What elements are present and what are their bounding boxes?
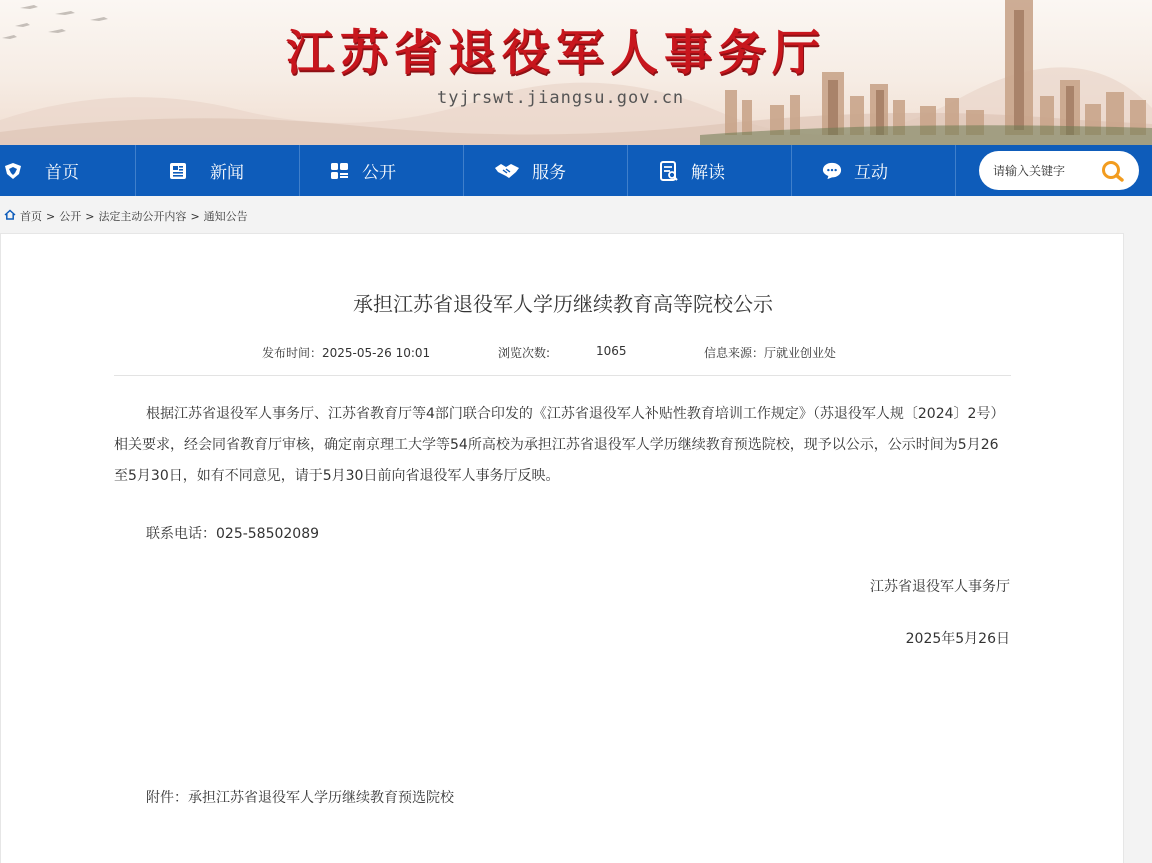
grid-icon bbox=[330, 161, 350, 181]
attachment-label: 附件： bbox=[146, 790, 188, 806]
contact-label: 联系电话： bbox=[146, 526, 216, 542]
nav-item-label: 解读 bbox=[691, 163, 725, 183]
breadcrumb bbox=[4, 208, 248, 224]
search-box bbox=[979, 151, 1139, 190]
nav-item-label: 服务 bbox=[532, 163, 566, 183]
chat-icon bbox=[822, 161, 842, 181]
divider bbox=[114, 375, 1011, 376]
nav-item-service[interactable] bbox=[494, 145, 566, 196]
views-label: 浏览次数: bbox=[498, 346, 551, 360]
breadcrumb-separator: > bbox=[46, 209, 56, 223]
breadcrumb-item-home[interactable]: 首页 bbox=[20, 210, 42, 223]
newspaper-icon bbox=[168, 161, 188, 181]
shield-icon bbox=[3, 161, 23, 181]
signature: 江苏省退役军人事务厅 bbox=[870, 579, 1010, 595]
nav-item-public[interactable] bbox=[330, 145, 396, 196]
nav-divider bbox=[299, 145, 300, 196]
article-card bbox=[0, 233, 1124, 863]
nav-item-interact[interactable] bbox=[822, 145, 888, 196]
nav-item-label: 新闻 bbox=[210, 163, 244, 183]
publish-date: 2025年5月26日 bbox=[905, 631, 1010, 647]
contact-phone: 025-58502089 bbox=[216, 526, 320, 542]
nav-item-label: 互动 bbox=[854, 163, 888, 183]
breadcrumb-separator: > bbox=[190, 209, 200, 223]
site-banner bbox=[0, 0, 1152, 145]
handshake-icon bbox=[494, 161, 520, 181]
article-title: 承担江苏省退役军人学历继续教育高等院校公示 bbox=[353, 292, 773, 316]
source-label: 信息来源： bbox=[704, 346, 765, 360]
breadcrumb-item-public[interactable]: 公开 bbox=[59, 210, 82, 223]
nav-divider bbox=[791, 145, 792, 196]
nav-divider bbox=[627, 145, 628, 196]
site-url: tyjrswt.jiangsu.gov.cn bbox=[437, 88, 685, 108]
nav-item-label: 公开 bbox=[362, 163, 396, 183]
search-input[interactable] bbox=[993, 164, 1093, 178]
source-value: 厅就业创业处 bbox=[764, 346, 837, 360]
search-icon[interactable] bbox=[1101, 160, 1125, 186]
views-value: 1065 bbox=[596, 344, 627, 358]
nav-divider bbox=[135, 145, 136, 196]
site-title: 江苏省退役军人事务厅 bbox=[286, 25, 827, 81]
nav-item-interpret[interactable] bbox=[659, 145, 725, 196]
nav-item-label: 首页 bbox=[45, 163, 79, 183]
nav-item-home[interactable] bbox=[3, 145, 79, 196]
publish-value: 2025-05-26 10:01 bbox=[322, 346, 431, 360]
document-icon bbox=[659, 161, 679, 181]
view-count bbox=[498, 344, 550, 361]
breadcrumb-separator: > bbox=[85, 209, 95, 223]
attachment-link[interactable]: 承担江苏省退役军人学历继续教育预选院校 bbox=[188, 790, 454, 806]
attachment-line bbox=[146, 787, 454, 807]
publish-time bbox=[262, 344, 430, 361]
nav-divider bbox=[955, 145, 956, 196]
publish-label: 发布时间： bbox=[262, 346, 323, 360]
breadcrumb-item-notices[interactable]: 通知公告 bbox=[203, 210, 248, 223]
info-source bbox=[704, 344, 836, 361]
contact-line bbox=[146, 523, 319, 543]
nav-item-news[interactable] bbox=[168, 145, 244, 196]
article-body bbox=[114, 399, 1011, 492]
nav-divider bbox=[463, 145, 464, 196]
body-paragraph: 根据江苏省退役军人事务厅、江苏省教育厅等4部门联合印发的《江苏省退役军人补贴性教育培训工作规定》（苏退役军人规〔2024〕2号）相关要求，经会同省教育厅审核，确定南京理工大学等54所高校为承担江苏省退役军人学历继续教育预选院校，现予以公示，公示时间为5月26至5月30日，如有不同意见，请于5月30日前向省退役军人事务厅反映。 bbox=[114, 406, 1005, 484]
home-icon bbox=[4, 209, 16, 223]
breadcrumb-item-statutory[interactable]: 法定主动公开内容 bbox=[98, 210, 187, 223]
